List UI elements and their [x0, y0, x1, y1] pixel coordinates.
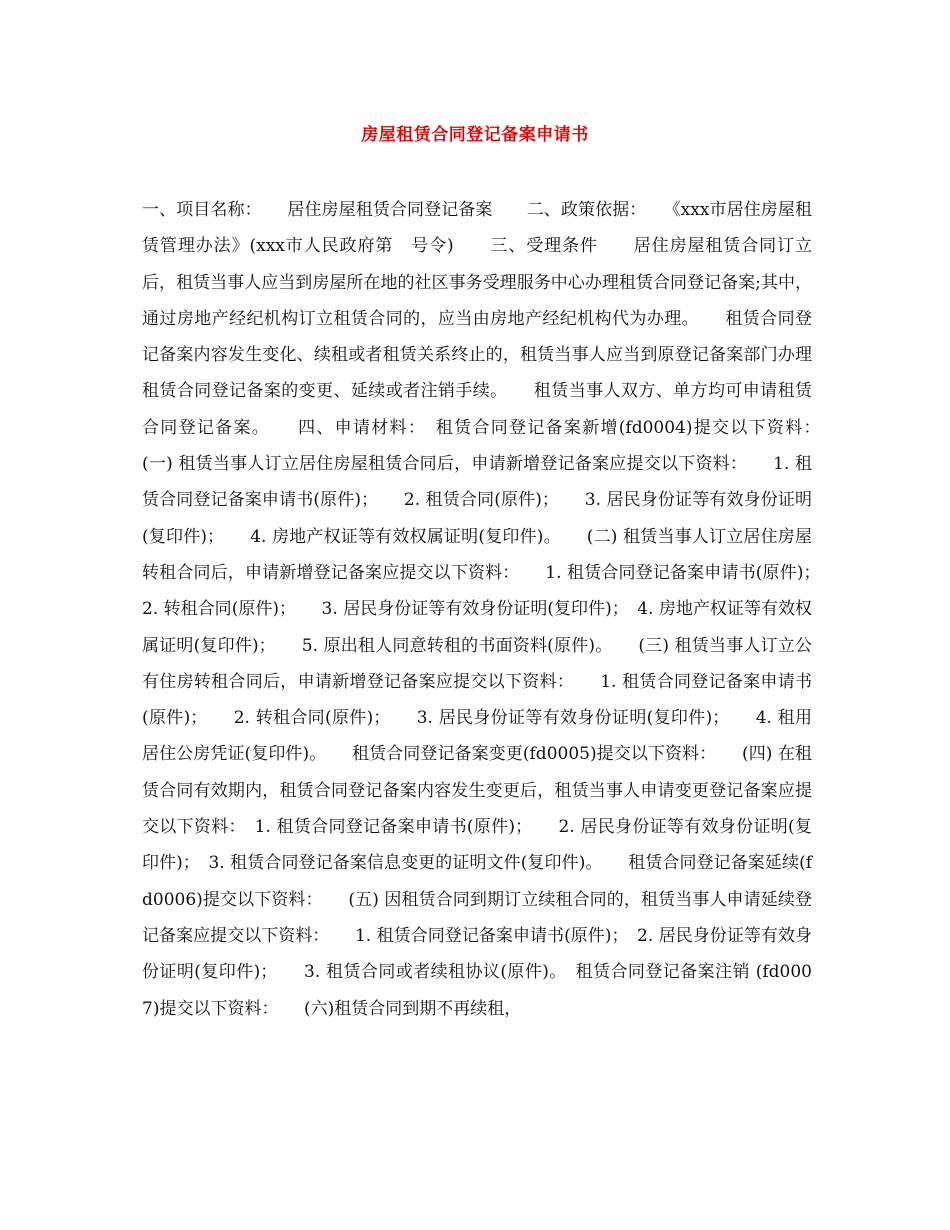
document-body: 一、项目名称： 居住房屋租赁合同登记备案 二、政策依据： 《xxx市居住房屋租赁管理办法》(xxx市人民政府第 号令) 三、受理条件 居住房屋租赁合同订立后，租赁当事人应当到房屋所在地的社区事务受理服务中心办理租赁合同登记备案;其中，通过房地产经纪机构订立租赁合同的，应当由房地产经纪机构代为办理。 租赁合同登记备案内容发生变化、续租或者租赁关系终止的，租赁当事人应当到原登记备案部门办理租赁合同登记备案的变更、延续或者注销手续。 租赁当事人双方、单方均可申请租赁合同登记备案。 四、申请材料： 租赁合同登记备案新增(fd0004)提交以下资料： (一) 租赁当事人订立居住房屋租赁合同后，申请新增登记备案应提交以下资料： 1. 租赁合同登记备案申请书(原件)； 2. 租赁合同(原件)； 3. 居民身份证等有效身份证明(复印件)； 4. 房地产权证等有效权属证明(复印件)。 (二) 租赁当事人订立居住房屋转租合同后，申请新增登记备案应提交以下资料： 1. 租赁合同登记备案申请书(原件)； 2. 转租合同(原件)； 3. 居民身份证等有效身份证明(复印件)； 4. 房地产权证等有效权属证明(复印件)； 5. 原出租人同意转租的书面资料(原件)。 (三) 租赁当事人订立公有住房转租合同后，申请新增登记备案应提交以下资料： 1. 租赁合同登记备案申请书(原件)； 2. 转租合同(原件)； 3. 居民身份证等有效身份证明(复印件)； 4. 租用居住公房凭证(复印件)。 租赁合同登记备案变更(fd0005)提交以下资料： (四) 在租赁合同有效期内，租赁合同登记备案内容发生变更后，租赁当事人申请变更登记备案应提交以下资料： 1. 租赁合同登记备案申请书(原件)； 2. 居民身份证等有效身份证明(复印件)； 3. 租赁合同登记备案信息变更的证明文件(复印件)。 租赁合同登记备案延续(fd0006)提交以下资料： (五) 因租赁合同到期订立续租合同的，租赁当事人申请延续登记备案应提交以下资料： 1. 租赁合同登记备案申请书(原件)； 2. 居民身份证等有效身份证明(复印件)； 3. 租赁合同或者续租协议(原件)。 租赁合同登记备案注销 (fd0007)提交以下资料： (六)租赁合同到期不再续租，: [142, 200, 846, 1019]
document-title: 房屋租赁合同登记备案申请书: [361, 125, 589, 145]
